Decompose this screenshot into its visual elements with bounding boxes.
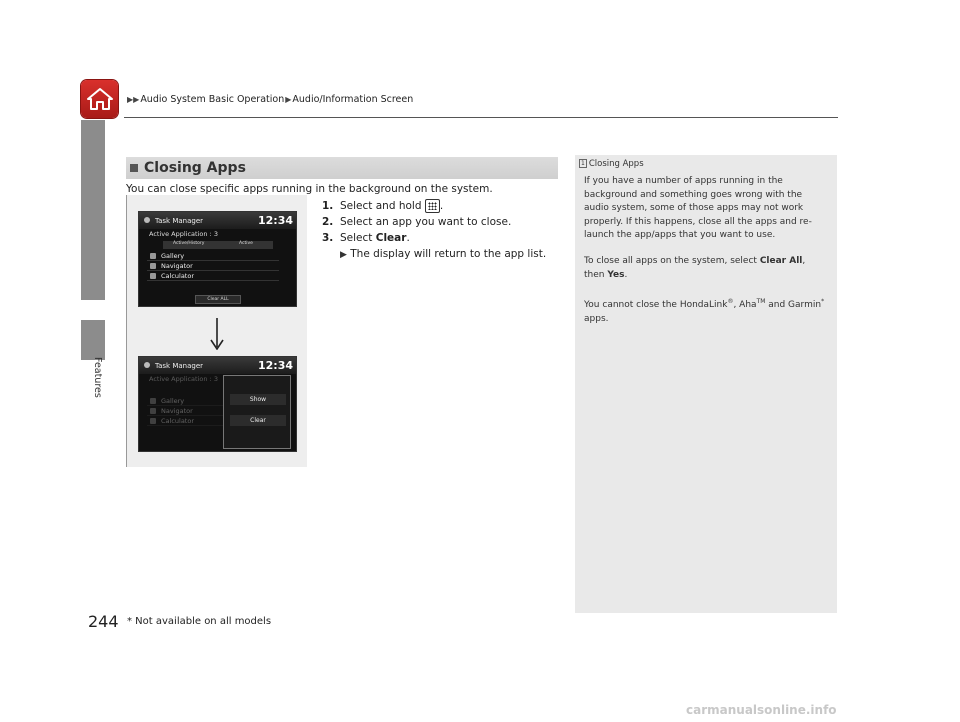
navigator-icon: [150, 408, 156, 414]
note-heading: [579, 159, 644, 169]
step-text: Select an app you want to close.: [340, 216, 512, 228]
breadcrumb-arrow-icon: ▶: [285, 95, 292, 104]
screen-tab-history[interactable]: Active/History: [173, 241, 205, 246]
note-text: and Garmin: [765, 300, 822, 310]
steps-list: [322, 198, 546, 263]
note-asterisk: *: [821, 298, 825, 305]
result-arrow-icon: ▶: [340, 250, 347, 260]
note-title: Closing Apps: [588, 159, 644, 169]
side-section-label: Features: [92, 357, 103, 398]
intro-text: You can close specific apps running in the background on the system.: [126, 183, 493, 195]
step-bold-term: Clear: [375, 232, 407, 244]
step-text: Select and hold: [340, 200, 422, 212]
gallery-icon: [150, 398, 156, 404]
screen-app-icon: [144, 362, 150, 368]
task-manager-screen: [138, 211, 297, 307]
step-3: [322, 230, 546, 246]
screen-app-name: Gallery: [161, 397, 185, 405]
step-result: [322, 246, 546, 263]
screen-subtitle: Active Application : 3: [149, 230, 218, 238]
footnote: * Not available on all models: [127, 616, 272, 627]
breadcrumb: [126, 94, 413, 105]
calculator-icon: [150, 273, 156, 279]
watermark: carmanualsonline.info: [686, 703, 837, 717]
step-number: 3.: [322, 232, 334, 244]
show-button[interactable]: Show: [230, 394, 286, 405]
down-arrow-icon: [210, 318, 224, 350]
step-2: [322, 214, 546, 230]
note-bold-term: Clear All: [759, 256, 803, 266]
note-bold-term: Yes: [607, 269, 625, 280]
screenshot-panel: [126, 195, 307, 467]
screen-app-list: [147, 251, 279, 281]
screen-clear-all-button[interactable]: Clear ALL: [195, 295, 241, 304]
clear-button[interactable]: Clear: [230, 415, 286, 426]
screen-app-icon: [144, 217, 150, 223]
screen-clock: 12:34: [257, 359, 293, 372]
note-text: To close all apps on the system, select: [584, 256, 760, 266]
note-trademark: TM: [756, 298, 766, 305]
task-manager-screen-popup: [138, 356, 297, 452]
step-text-end: .: [406, 232, 410, 244]
calculator-icon: [150, 418, 156, 424]
section-title-bar: [126, 157, 558, 179]
note-text: apps.: [584, 313, 609, 324]
note-ref-icon: 1: [581, 160, 585, 167]
screen-tab-active[interactable]: Active: [239, 241, 253, 246]
screen-app-row[interactable]: [147, 271, 279, 281]
screen-app-row[interactable]: [147, 251, 279, 261]
breadcrumb-item-1[interactable]: Audio System Basic Operation: [140, 94, 285, 105]
note-text: , then: [584, 256, 806, 280]
menu-grid-icon: [425, 199, 440, 213]
screen-app-name: Navigator: [161, 262, 193, 270]
note-registered-mark: ®: [727, 298, 734, 305]
navigator-icon: [150, 263, 156, 269]
note-paragraph-2: [584, 255, 827, 282]
screen-tab-bar: [163, 241, 273, 249]
note-text: You cannot close the HondaLink: [584, 300, 728, 310]
screen-app-name: Calculator: [161, 417, 195, 425]
house-glyph: [87, 87, 113, 111]
app-action-popup: [223, 375, 291, 449]
breadcrumb-arrow-icon: ▶▶: [127, 95, 140, 104]
screen-clock: 12:34: [257, 214, 293, 227]
screen-app-name: Navigator: [161, 407, 193, 415]
page-number: 244: [88, 612, 119, 631]
step-text-end: .: [439, 200, 444, 212]
screen-title: Task Manager: [155, 217, 204, 225]
home-icon[interactable]: [81, 80, 118, 118]
header-divider: [124, 117, 838, 118]
screen-title: Task Manager: [155, 362, 204, 370]
screen-app-row[interactable]: [147, 261, 279, 271]
step-result-text: The display will return to the app list.: [350, 248, 547, 260]
note-paragraph-1: If you have a number of apps running in the background and something goes wrong with the audio system, some of those apps may not work properly. If this happens, close all the apps and re-launch the app/apps that you want to use.: [584, 176, 812, 240]
step-number: 1.: [322, 200, 334, 212]
step-number: 2.: [322, 216, 334, 228]
step-text: Select: [340, 232, 376, 244]
note-paragraph-3: [584, 295, 827, 326]
note-text: , Aha: [733, 300, 757, 310]
note-text: .: [624, 269, 628, 280]
screen-app-name: Calculator: [161, 272, 195, 280]
screen-app-name: Gallery: [161, 252, 185, 260]
side-tab-block-active: [81, 320, 105, 360]
sidebar-note: [575, 155, 837, 613]
breadcrumb-item-2[interactable]: Audio/Information Screen: [292, 94, 414, 105]
side-tab-block: [81, 120, 105, 300]
section-square-icon: [130, 164, 138, 172]
step-1: [322, 198, 546, 214]
screen-subtitle: Active Application : 3: [149, 375, 218, 383]
gallery-icon: [150, 253, 156, 259]
section-title: Closing Apps: [144, 160, 246, 176]
